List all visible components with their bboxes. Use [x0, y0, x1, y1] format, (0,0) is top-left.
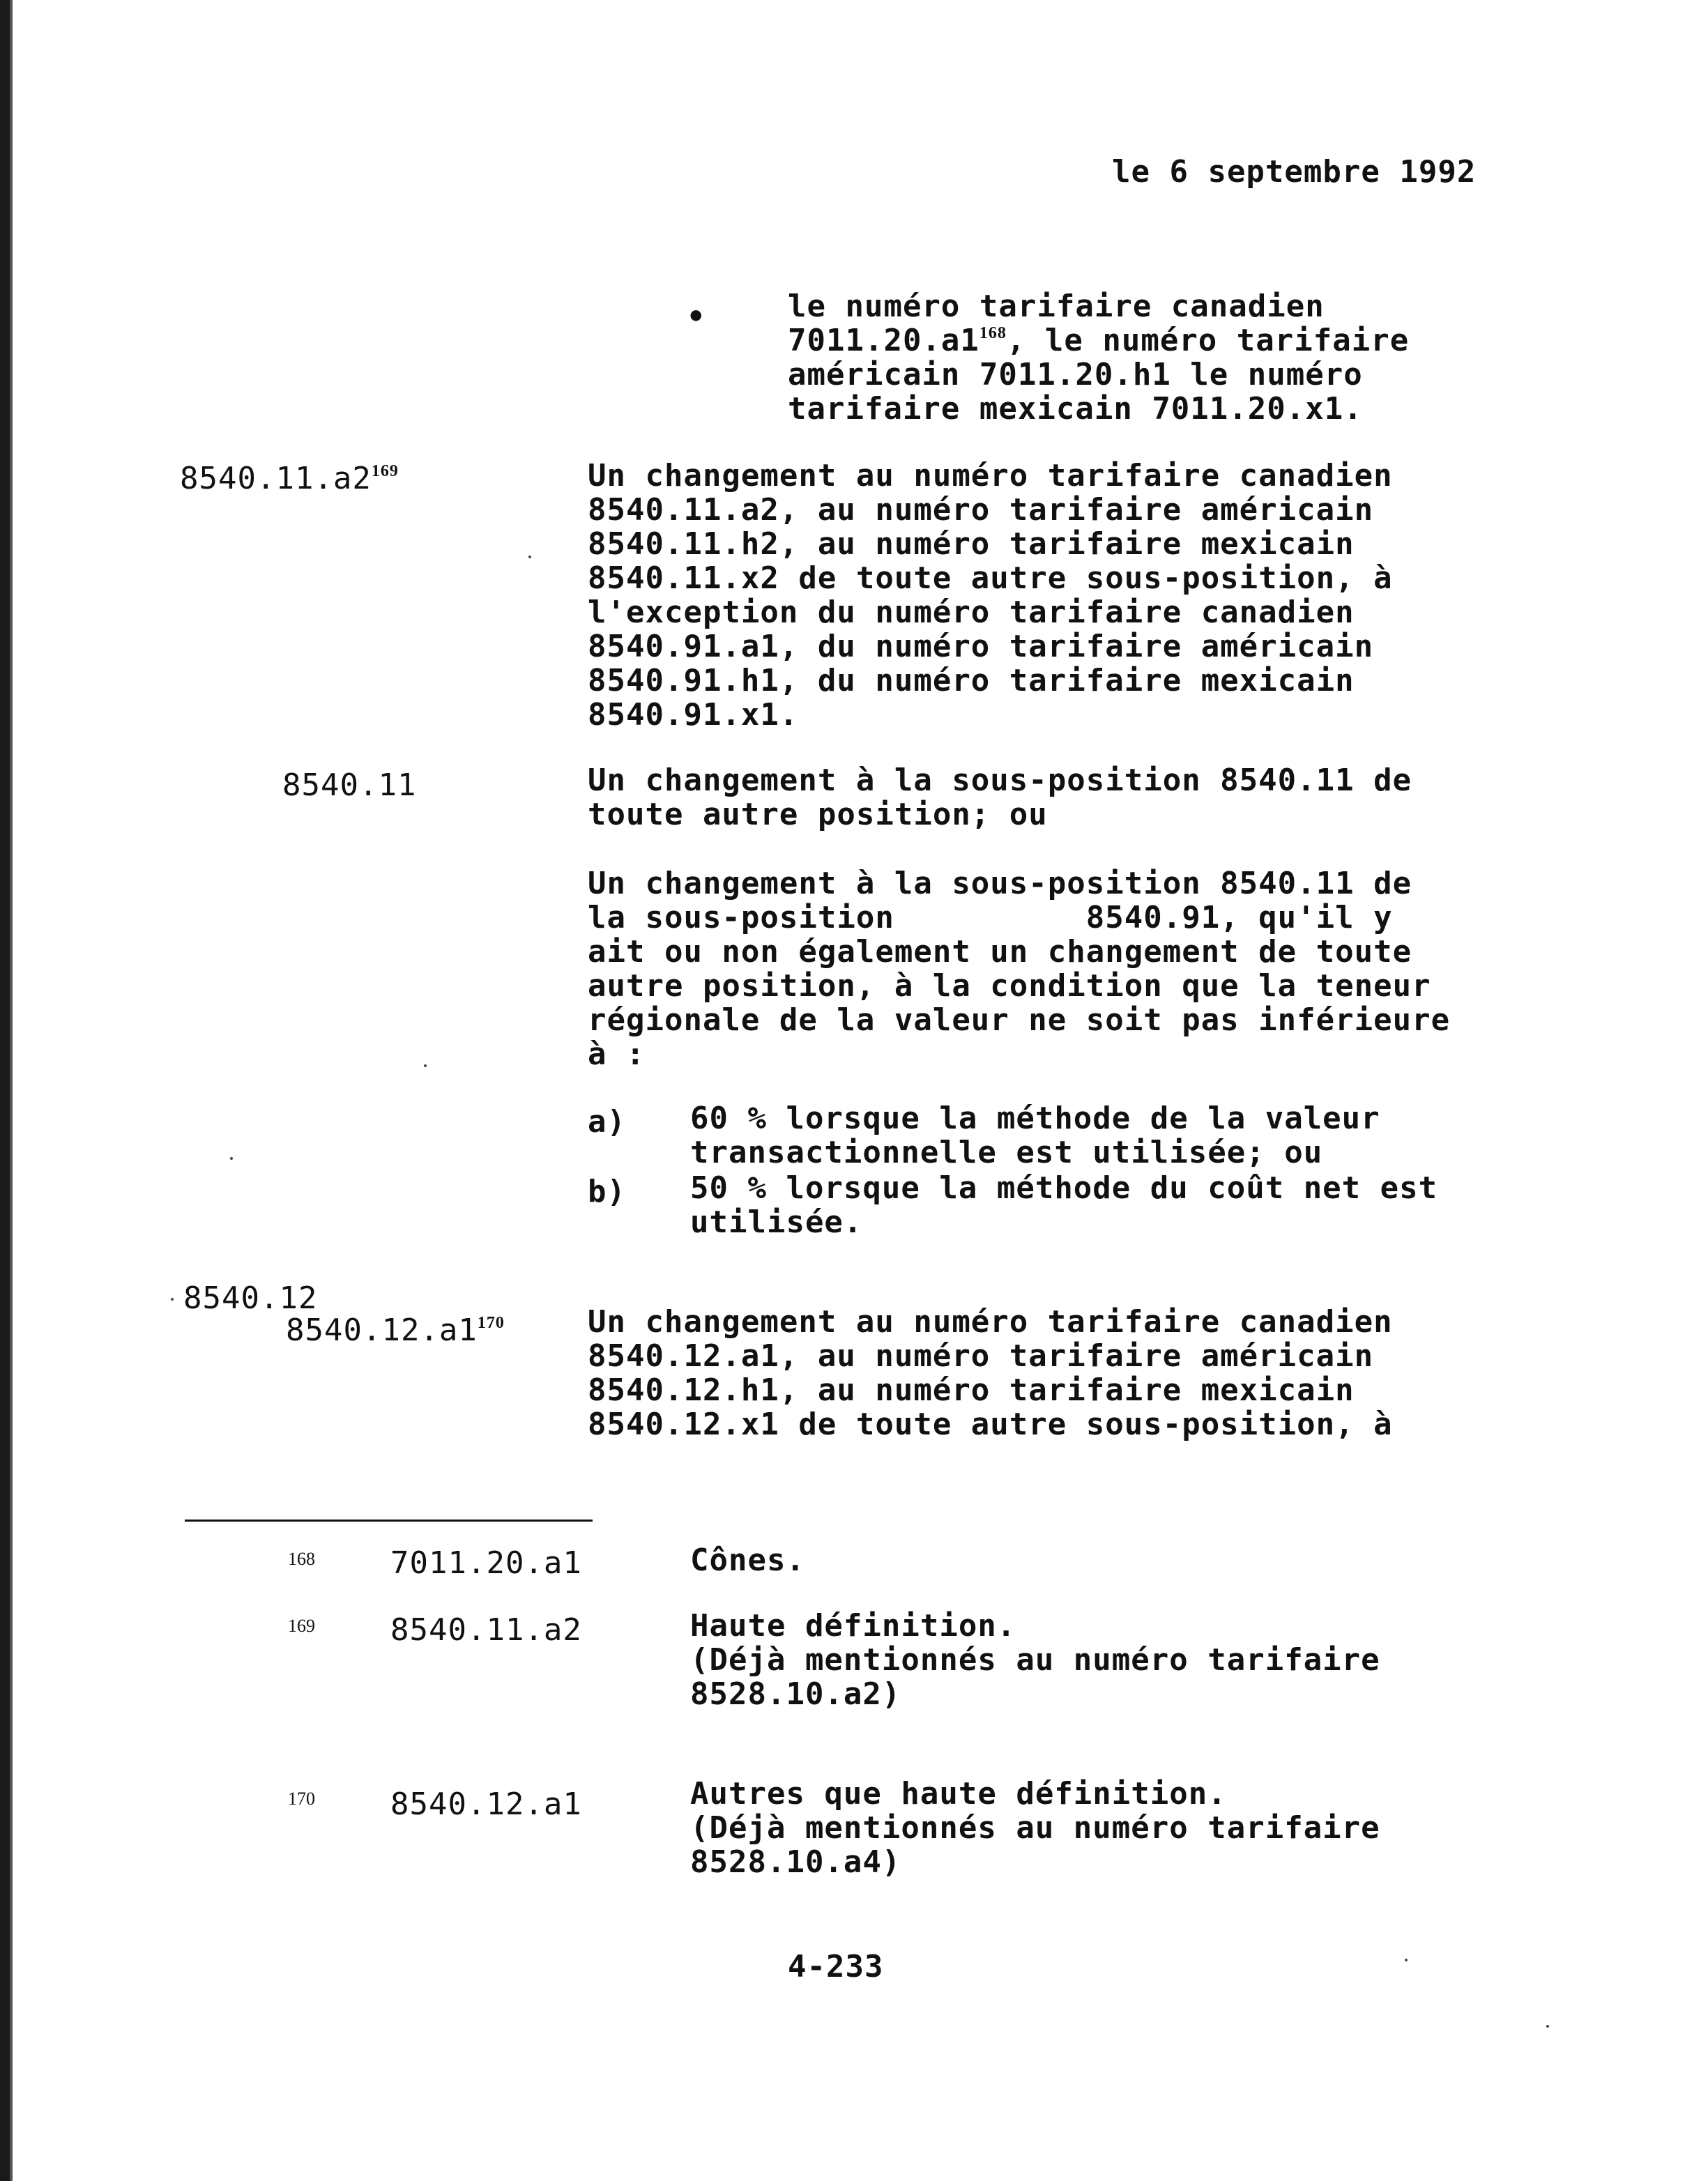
footnote-line: Cônes.	[690, 1543, 805, 1578]
rule-code: 8540.11	[282, 767, 417, 803]
rule-line: 8540.91.h1, du numéro tarifaire mexicain	[588, 663, 1355, 698]
rule-line: 8540.91.a1, du numéro tarifaire américain	[588, 629, 1374, 664]
bullet-marker: •	[687, 299, 706, 335]
footnote-line: 8528.10.a2)	[690, 1676, 901, 1712]
bullet-code: 7011.20.a1	[788, 323, 979, 358]
rule-line: Un changement à la sous-position 8540.11 de	[588, 763, 1412, 798]
rule-line: 8540.11.x2 de toute autre sous-position, à	[588, 560, 1393, 596]
footnote-ref: 169	[371, 462, 399, 480]
scan-speck	[1546, 2025, 1549, 2028]
rule-line: l'exception du numéro tarifaire canadien	[588, 595, 1355, 630]
rule-line: Un changement à la sous-position 8540.11 de	[588, 866, 1412, 901]
rule-line: toute autre position; ou	[588, 797, 1048, 832]
page-number: 4-233	[788, 1949, 884, 1984]
rule-code-text: 8540.11.a2	[180, 461, 372, 496]
scan-speck	[1405, 1959, 1408, 1961]
item-line: 50 % lorsque la méthode du coût net est	[690, 1170, 1438, 1206]
footnote-line: 8528.10.a4)	[690, 1844, 901, 1880]
rule-line: à :	[588, 1036, 646, 1072]
heading-code: 8540.12	[183, 1280, 318, 1316]
rule-line: Un changement au numéro tarifaire canadien	[588, 458, 1393, 493]
rule-line: autre position, à la condition que la teneur	[588, 968, 1431, 1004]
rule-line: 8540.12.x1 de toute autre sous-position, à	[588, 1407, 1393, 1442]
item-line: 60 % lorsque la méthode de la valeur	[690, 1101, 1380, 1136]
rule-line: 8540.12.a1, au numéro tarifaire américain	[588, 1338, 1374, 1374]
footnote-code: 7011.20.a1	[390, 1545, 582, 1581]
scan-left-edge	[0, 0, 10, 2181]
scan-speck	[528, 556, 531, 558]
rule-line: Un changement au numéro tarifaire canadien	[588, 1304, 1393, 1340]
footnote-separator	[185, 1520, 593, 1522]
rule-code	[286, 1313, 505, 1353]
footnote-line: Haute définition.	[690, 1608, 1016, 1644]
header-date: le 6 septembre 1992	[1112, 154, 1477, 190]
item-line: transactionnelle est utilisée; ou	[690, 1135, 1323, 1170]
footnote-line: (Déjà mentionnés au numéro tarifaire	[690, 1642, 1380, 1678]
scan-left-edge-shadow	[10, 0, 13, 2181]
rule-line: 8540.11.a2, au numéro tarifaire américain	[588, 492, 1374, 528]
scan-speck	[424, 1064, 427, 1067]
rule-line: 8540.11.h2, au numéro tarifaire mexicain	[588, 526, 1355, 562]
rule-line: ait ou non également un changement de toute	[588, 934, 1412, 970]
item-line: utilisée.	[690, 1204, 863, 1240]
bullet-line-rest: , le numéro tarifaire	[1006, 323, 1410, 358]
bullet-line: américain 7011.20.h1 le numéro	[788, 357, 1363, 392]
footnote-ref: 170	[477, 1314, 505, 1332]
footnote-code: 8540.11.a2	[390, 1612, 582, 1648]
footnote-line: Autres que haute définition.	[690, 1776, 1227, 1812]
item-label: a)	[588, 1104, 626, 1140]
rule-line: 8540.12.h1, au numéro tarifaire mexicain	[588, 1372, 1355, 1408]
scan-speck	[171, 1298, 174, 1301]
rule-line: régionale de la valeur ne soit pas inférieure	[588, 1002, 1451, 1038]
rule-code	[180, 461, 399, 501]
footnote-number: 170	[288, 1789, 315, 1809]
bullet-line: tarifaire mexicain 7011.20.x1.	[788, 391, 1363, 427]
rule-line: 8540.91.x1.	[588, 697, 799, 733]
rule-code-text: 8540.12.a1	[286, 1313, 478, 1348]
footnote-ref: 168	[979, 324, 1007, 342]
footnote-line: (Déjà mentionnés au numéro tarifaire	[690, 1810, 1380, 1846]
rule-line: la sous-position 8540.91, qu'il y	[588, 900, 1393, 935]
bullet-line: le numéro tarifaire canadien	[788, 289, 1325, 324]
scan-speck	[230, 1157, 233, 1160]
footnote-number: 169	[288, 1616, 315, 1636]
item-label: b)	[588, 1174, 626, 1209]
footnote-code: 8540.12.a1	[390, 1786, 582, 1822]
footnote-number: 168	[288, 1549, 315, 1569]
